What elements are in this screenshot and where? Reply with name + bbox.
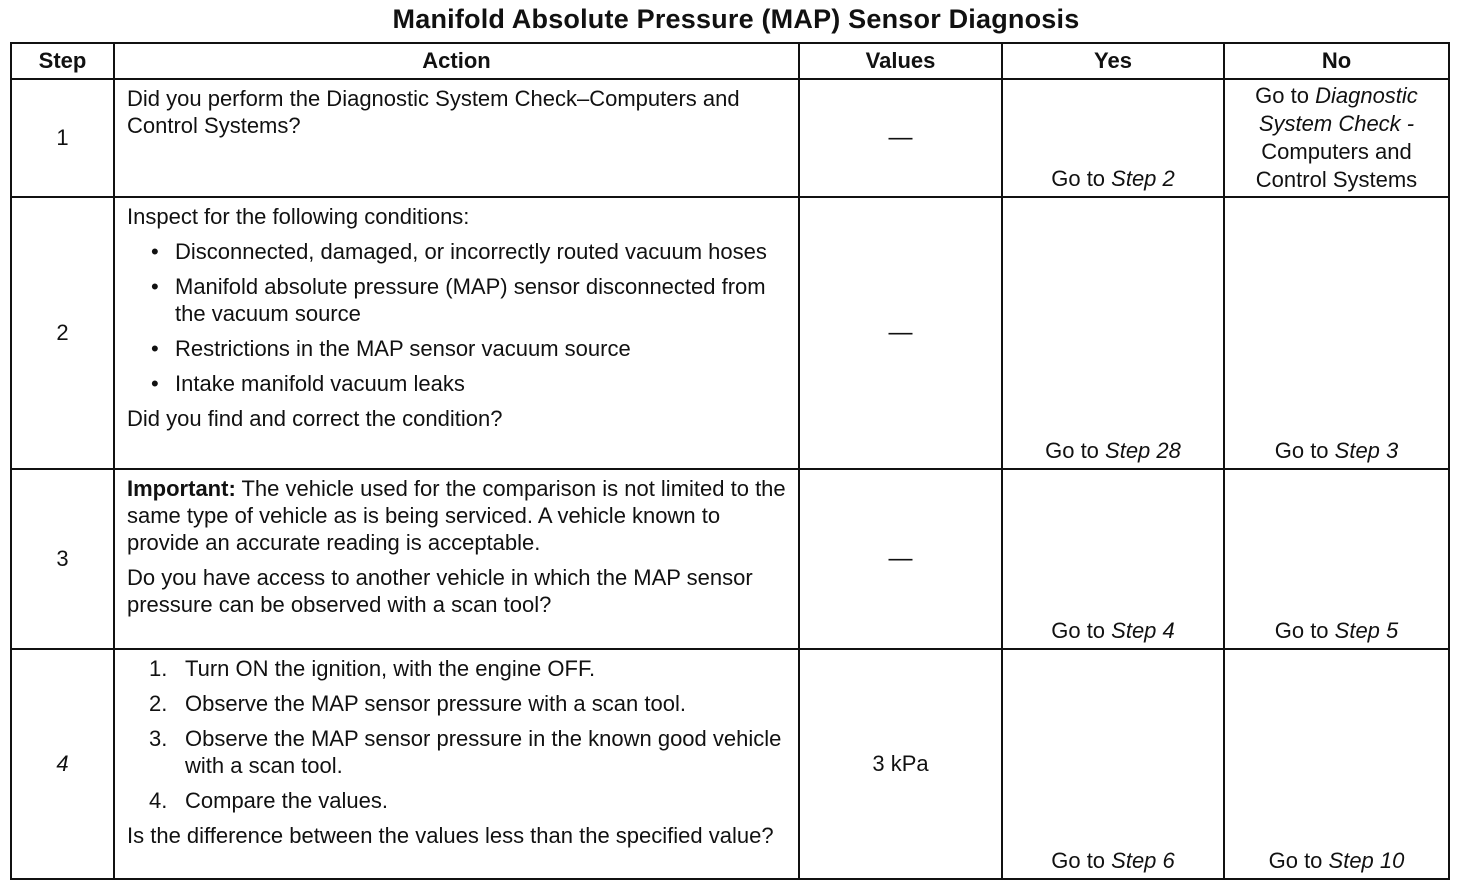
header-action: Action	[114, 43, 799, 79]
action-cell	[114, 197, 799, 469]
procedure-list	[127, 655, 794, 814]
list-item: • Disconnected, damaged, or incorrectly routed vacuum hoses	[151, 239, 767, 264]
no-cell	[1224, 649, 1449, 879]
important-label: Important:	[127, 476, 236, 501]
action-text: Did you perform the Diagnostic System Check–Computers and Control Systems?	[127, 86, 740, 138]
action-intro: Inspect for the following conditions:	[127, 204, 470, 229]
header-values: Values	[799, 43, 1002, 79]
table-row	[11, 197, 1449, 469]
no-link[interactable]: Step 10	[1328, 848, 1405, 873]
no-suffix: Computers and Control Systems	[1255, 139, 1418, 192]
step-number: 2	[11, 197, 114, 469]
bullet: •	[151, 336, 159, 361]
step-number: 3	[11, 469, 114, 649]
action-cell	[114, 649, 799, 879]
yes-link[interactable]: Step 6	[1111, 848, 1175, 873]
bullet: •	[151, 274, 159, 299]
no-link[interactable]: Step 5	[1334, 618, 1399, 643]
no-prefix: Go to	[1274, 618, 1335, 643]
value-cell	[799, 197, 1002, 469]
value-cell: 3 kPa	[799, 649, 1002, 879]
action-cell	[114, 79, 799, 197]
action-question: Do you have access to another vehicle in which the MAP sensor pressure can be observed with a scan tool?	[127, 565, 753, 617]
list-item: 2. Observe the MAP sensor pressure with a scan tool.	[149, 691, 686, 716]
action-question: Is the difference between the values less than the specified value?	[127, 823, 774, 848]
no-cell	[1224, 197, 1449, 469]
yes-prefix: Go to	[1051, 618, 1112, 643]
table-row	[11, 649, 1449, 879]
condition-list	[127, 238, 794, 397]
yes-link[interactable]: Step 28	[1105, 438, 1181, 463]
header-yes: Yes	[1002, 43, 1224, 79]
header-row	[11, 43, 1449, 79]
list-item: • Intake manifold vacuum leaks	[151, 371, 465, 396]
no-prefix: Go to	[1274, 438, 1335, 463]
table-row	[11, 79, 1449, 197]
yes-link[interactable]: Step 2	[1111, 166, 1175, 191]
yes-cell	[1002, 197, 1224, 469]
header-no: No	[1224, 43, 1449, 79]
list-item: 4. Compare the values.	[149, 788, 388, 813]
yes-cell	[1002, 649, 1224, 879]
no-prefix: Go to	[1268, 848, 1329, 873]
no-link[interactable]: Diagnostic System Check -	[1258, 83, 1418, 136]
list-item: • Manifold absolute pressure (MAP) sensor disconnected from the vacuum source	[151, 274, 766, 326]
important-note	[127, 475, 794, 556]
page-title: Manifold Absolute Pressure (MAP) Sensor Diagnosis	[392, 4, 1080, 34]
no-cell	[1224, 469, 1449, 649]
yes-link[interactable]: Step 4	[1111, 618, 1175, 643]
no-cell	[1224, 79, 1449, 197]
step-number: 4	[11, 649, 114, 879]
no-link[interactable]: Step 3	[1334, 438, 1399, 463]
yes-cell	[1002, 79, 1224, 197]
action-cell	[114, 469, 799, 649]
bullet: •	[151, 239, 159, 264]
yes-prefix: Go to	[1045, 438, 1106, 463]
step-number: 1	[11, 79, 114, 197]
value-dash: —	[888, 545, 913, 572]
yes-prefix: Go to	[1051, 166, 1112, 191]
yes-prefix: Go to	[1051, 848, 1112, 873]
list-item: • Restrictions in the MAP sensor vacuum source	[151, 336, 631, 361]
value-dash: —	[888, 124, 913, 151]
bullet: •	[151, 371, 159, 396]
action-question: Did you find and correct the condition?	[127, 406, 503, 431]
list-item: 1. Turn ON the ignition, with the engine OFF.	[149, 656, 596, 681]
yes-cell	[1002, 469, 1224, 649]
value-cell	[799, 469, 1002, 649]
value-dash: —	[888, 319, 913, 346]
diagnosis-table	[10, 42, 1450, 880]
no-prefix: Go to	[1255, 83, 1316, 108]
table-row	[11, 469, 1449, 649]
header-step: Step	[11, 43, 114, 79]
important-text: The vehicle used for the comparison is not limited to the same type of vehicle as is being serviced. A vehicle known to provide an accurate reading is acceptable.	[127, 476, 786, 555]
list-item: 3. Observe the MAP sensor pressure in the known good vehicle with a scan tool.	[149, 726, 782, 778]
value-cell	[799, 79, 1002, 197]
